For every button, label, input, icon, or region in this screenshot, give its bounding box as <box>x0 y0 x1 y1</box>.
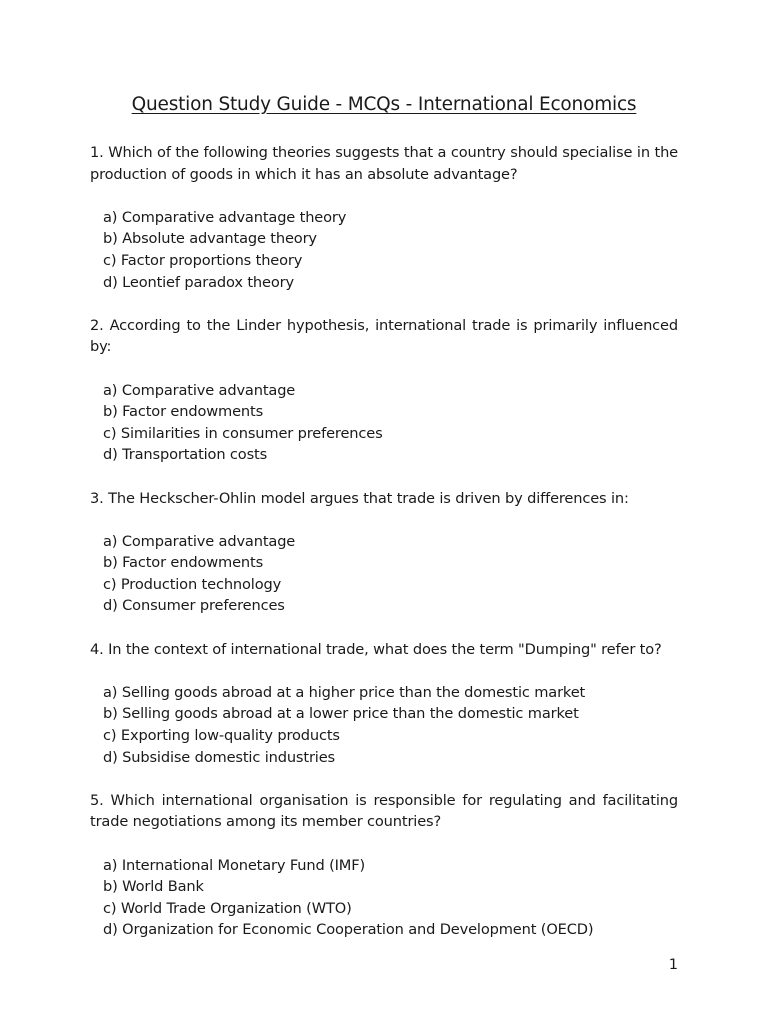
question-text: 2. According to the Linder hypothesis, international trade is primarily influenced by: <box>90 316 678 356</box>
question-text: 3. The Heckscher-Ohlin model argues that trade is driven by differences in: <box>90 489 629 507</box>
option-list <box>90 531 678 617</box>
option-item: b) Selling goods abroad at a lower price than the domestic market <box>103 705 579 723</box>
question-text: 4. In the context of international trade, what does the term "Dumping" refer to? <box>90 640 662 658</box>
document-title: Question Study Guide - MCQs - International Economics <box>131 94 637 115</box>
option-item: a) Selling goods abroad at a higher price than the domestic market <box>103 683 586 701</box>
option-item: d) Consumer preferences <box>103 597 285 615</box>
option-list <box>90 682 678 768</box>
question-block <box>90 142 678 293</box>
option-item: a) Comparative advantage <box>103 532 296 550</box>
option-item: c) Factor proportions theory <box>103 251 303 269</box>
question-block <box>90 639 678 769</box>
page-number: 1 <box>668 956 678 973</box>
option-item: b) World Bank <box>103 878 204 896</box>
question-block <box>90 315 678 466</box>
option-item: d) Leontief paradox theory <box>103 273 294 291</box>
option-item: d) Transportation costs <box>103 446 268 464</box>
option-item: c) Similarities in consumer preferences <box>103 424 383 442</box>
option-item: c) Exporting low-quality products <box>103 727 340 745</box>
option-item: c) Production technology <box>103 575 282 593</box>
option-list <box>90 207 678 293</box>
option-item: b) Factor endowments <box>103 554 264 572</box>
option-item: a) Comparative advantage theory <box>103 208 347 226</box>
question-block <box>90 488 678 618</box>
option-item: a) Comparative advantage <box>103 381 296 399</box>
question-text: 5. Which international organisation is responsible for regulating and facilitating trade negotiations among its member countries? <box>90 791 678 831</box>
option-item: c) World Trade Organization (WTO) <box>103 899 352 917</box>
option-item: a) International Monetary Fund (IMF) <box>103 856 366 874</box>
option-item: b) Absolute advantage theory <box>103 230 317 248</box>
option-list <box>90 380 678 466</box>
question-text: 1. Which of the following theories suggests that a country should specialise in the production of goods in which it has an absolute advantage? <box>90 144 678 183</box>
question-list <box>90 142 678 963</box>
option-item: b) Factor endowments <box>103 403 264 421</box>
option-item: d) Organization for Economic Cooperation and Development (OECD) <box>103 921 594 939</box>
question-block <box>90 790 678 941</box>
option-list <box>90 855 678 941</box>
option-item: d) Subsidise domestic industries <box>103 748 335 766</box>
